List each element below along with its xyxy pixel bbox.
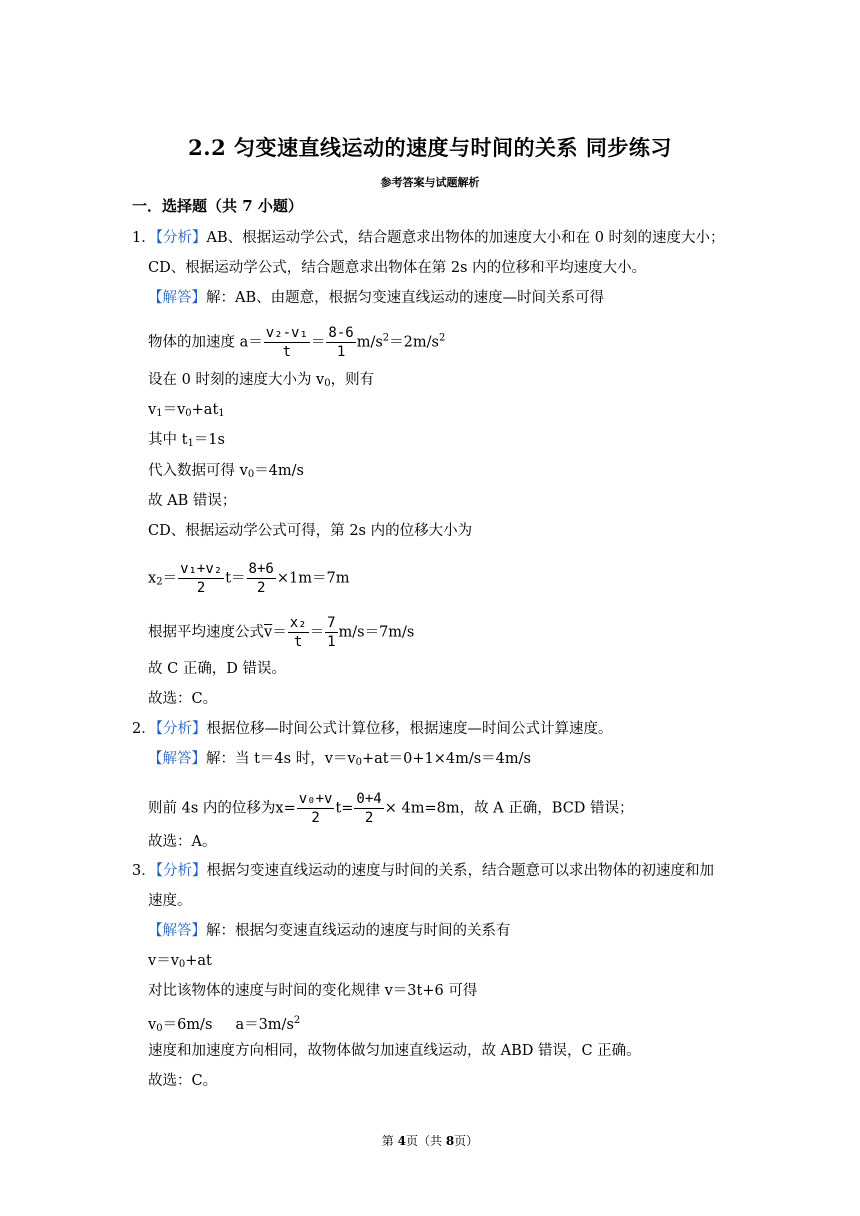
fraction-denominator: 1: [336, 344, 346, 360]
q1-number: 1．: [132, 230, 156, 246]
fraction-denominator: 1: [327, 634, 336, 650]
fraction-denominator: t: [282, 344, 292, 360]
q1-answer-line: [148, 288, 604, 308]
text: ＝1s: [193, 432, 225, 448]
fraction-numerator: 7: [327, 615, 336, 631]
fraction: [264, 326, 310, 359]
result-text: × 4m=8m: [384, 800, 460, 817]
q3-values-line: $v_0=6m/s$ $a=3m/s^2$: [148, 1015, 301, 1034]
q1-analysis-text: AB、根据运动学公式，结合题意求出物体的加速度大小和在 0 时刻的速度大小；: [206, 230, 725, 246]
unit-text: m/s: [356, 334, 383, 351]
q3-analysis-text: 根据匀变速直线运动的速度与时间的关系，结合题意可以求出物体的初速度和加: [206, 863, 714, 879]
fraction-denominator: 2: [256, 580, 266, 596]
q3-compare-line: 对比该物体的速度与时间的变化规律 v＝3t+6 可得: [148, 983, 478, 999]
footer-text: 页（共: [405, 1134, 446, 1148]
q2-number: 2．: [132, 721, 156, 737]
fraction-numerator: x₂: [289, 615, 307, 631]
page-title: 2.2 匀变速直线运动的速度与时间的关系 同步练习: [188, 135, 672, 160]
q1-analysis-line: [132, 228, 725, 248]
text: +at＝0+1×4m/s＝4m/s: [361, 751, 531, 767]
page-subtitle: 参考答案与试题解析: [380, 176, 480, 189]
text: +at: [185, 953, 212, 969]
fraction: [297, 792, 335, 825]
fraction-denominator: 2: [364, 810, 374, 826]
fraction: [247, 562, 276, 595]
q1-v0-line: 设在 0 时刻的速度大小为 $v_0$，则有: [148, 372, 375, 389]
q3-analysis-cont: 速度。: [148, 893, 192, 909]
q1-t1-line: 其中 $t_1=1s$: [148, 432, 225, 449]
q1-v1-equation: $v_1=v_0+at_1$: [148, 402, 225, 419]
q2-analysis-text: 根据位移—时间公式计算位移，根据速度—时间公式计算速度。: [206, 721, 613, 737]
q3-number: 3．: [132, 863, 156, 879]
fraction: [354, 792, 383, 825]
q1-ab-wrong: 故 AB 错误；: [148, 493, 237, 509]
page-footer: [0, 1132, 860, 1149]
answer-tag: 【解答】: [148, 290, 206, 306]
q1-displacement-formula: $x_2=$ $\frac{\text{v₁+v₂}}{2}$ t＝ $\frac{8+6}{2}$ ×1m＝7m: [148, 561, 350, 596]
text: 解：当 t＝4s 时，v＝v: [206, 751, 356, 767]
q1-acceleration-formula: 物体的加速度 a＝ $\frac{\text{v₂-v₁}}{t}$ ＝ $\frac{8-6}{1}$ $m/s^2=2m/s^2$: [148, 325, 446, 360]
formula-text: 物体的加速度 a＝: [148, 334, 263, 351]
text: +at: [191, 402, 219, 418]
answer-tag: 【解答】: [148, 751, 206, 767]
text: ，则有: [330, 372, 375, 388]
page-number: 4: [397, 1134, 406, 1148]
q1-choice: 故选：C。: [148, 691, 218, 707]
fraction-numerator: v₀+v: [298, 791, 333, 807]
fraction-denominator: t: [293, 634, 303, 650]
result-text: ＝2m/s: [389, 334, 439, 351]
q2-analysis-line: [132, 719, 612, 739]
result-text: m/s＝7m/s: [338, 624, 415, 641]
fraction: [178, 562, 224, 595]
footer-text: 第: [381, 1134, 398, 1148]
fraction-denominator: 2: [196, 580, 206, 596]
q1-analysis-cont: CD、根据运动学公式，结合题意求出物体在第 2s 内的位移和平均速度大小。: [148, 260, 647, 276]
text: 根据平均速度公式: [148, 624, 264, 641]
fraction-numerator: 0+4: [356, 791, 382, 807]
text: ＝6m/s: [162, 1017, 213, 1033]
text: v＝v: [148, 953, 179, 969]
fraction: [326, 326, 355, 359]
q2-answer-line: 【解答】解：当 t＝4s 时，$v=v_0+at=0+1\times 4m/s=4m/s$: [148, 751, 531, 768]
text: 解：根据匀变速直线运动的速度与时间的关系有: [206, 923, 511, 939]
q1-cd-intro: CD、根据运动学公式可得，第 2s 内的位移大小为: [148, 523, 473, 539]
q1-c-correct: 故 C 正确，D 错误。: [148, 661, 287, 677]
text: ＝4m/s: [254, 463, 304, 479]
analysis-tag: 【分析】: [155, 721, 207, 737]
fraction: [288, 616, 309, 649]
fraction: [325, 616, 337, 649]
fraction-numerator: v₂-v₁: [265, 325, 308, 341]
q1-v0-value-line: 代入数据可得 $v_0=4m/s$: [148, 463, 304, 480]
fraction-numerator: 8+6: [248, 561, 274, 577]
text: a＝3m/s: [235, 1017, 294, 1033]
footer-text: 页）: [454, 1134, 479, 1148]
text: 其中 t: [148, 432, 188, 448]
fraction-denominator: 2: [311, 810, 320, 826]
q3-analysis-line: [132, 861, 714, 881]
q2-displacement-formula: 则前 4s 内的位移为x= $\frac{\text{v₀+v}}{2}$ t= $\frac{0+4}{2}$ × 4m=8m，故 A 正确，BCD 错误；: [148, 791, 634, 826]
text: 代入数据可得 v: [148, 463, 248, 479]
q3-velocity-formula: $v=v_0+at$: [148, 953, 212, 970]
fraction-numerator: v₁+v₂: [180, 561, 223, 577]
answer-tag: 【解答】: [148, 923, 206, 939]
q1-average-velocity-formula: 根据平均速度公式$\overline{v}=$ $\frac{\text{x₂}}{t}$ ＝ $\frac{7}{1}$ m/s＝7m/s: [148, 615, 415, 650]
q3-choice: 故选：C。: [148, 1073, 218, 1089]
q3-answer-line: [148, 921, 511, 941]
text: 则前 4s 内的位移为: [148, 800, 276, 817]
text: ＝v: [162, 402, 186, 418]
text: 设在 0 时刻的速度大小为 v: [148, 372, 325, 388]
text: ，故 A 正确，BCD 错误；: [459, 800, 634, 817]
q1-answer-intro: 解：AB、由题意，根据匀变速直线运动的速度—时间关系可得: [206, 290, 605, 306]
analysis-tag: 【分析】: [155, 863, 207, 879]
analysis-tag: 【分析】: [155, 230, 207, 246]
result-text: ×1m＝7m: [276, 570, 350, 587]
total-pages: 8: [445, 1134, 455, 1148]
section-heading: 一．选择题（共 7 小题）: [132, 197, 303, 215]
q3-conclusion: 速度和加速度方向相同，故物体做匀加速直线运动，故 ABD 错误，C 正确。: [148, 1043, 641, 1059]
q2-choice: 故选：A。: [148, 834, 217, 850]
fraction-numerator: 8-6: [328, 325, 354, 341]
